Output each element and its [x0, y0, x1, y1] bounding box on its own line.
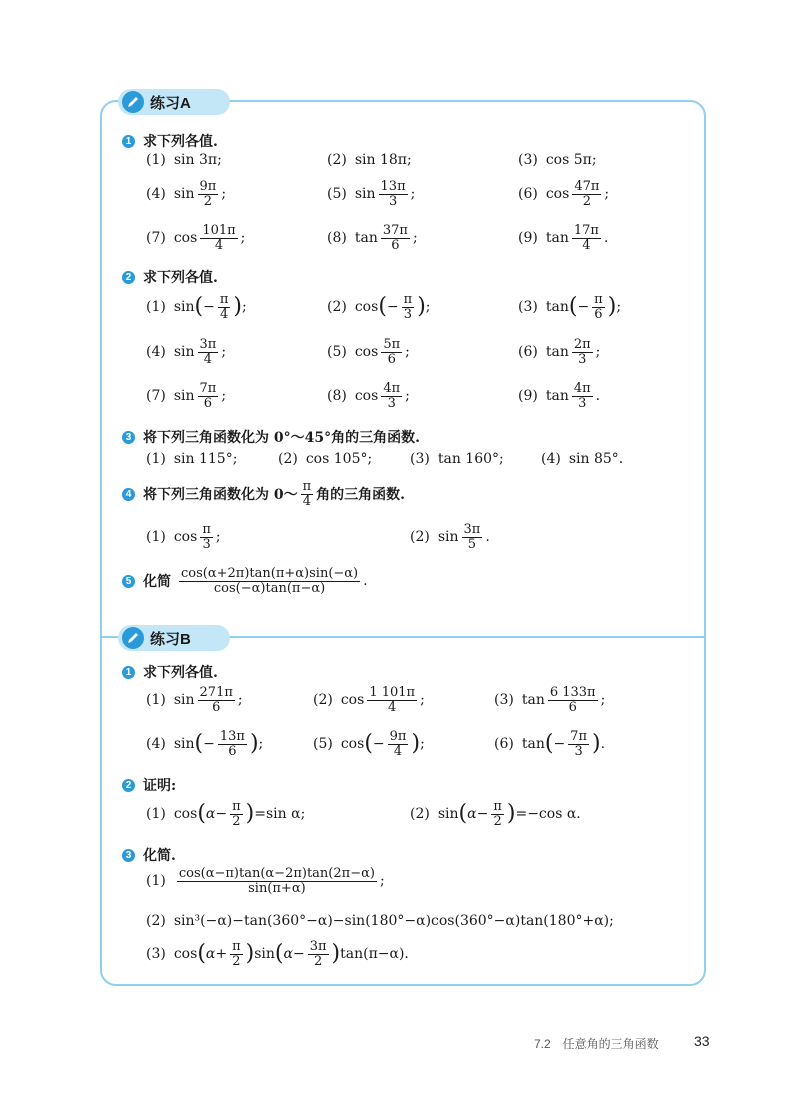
a-q2-item-2: (2) cos ( − $\frac{\pi}{3}$ ) ;	[327, 292, 431, 322]
a-q5-number: 5	[122, 575, 135, 588]
a-q1-item-1: (1) sin 3π;	[146, 152, 222, 168]
a-q1-item-7: (7) cos $\frac{101\pi}{4}$ ;	[146, 223, 246, 253]
a-q4-number: 4	[122, 488, 135, 501]
a-q4-item-1: (1) cos $\frac{\pi}{3}$ ;	[146, 522, 221, 552]
practice-a-badge	[118, 89, 230, 115]
pencil-icon	[122, 627, 144, 649]
a-q2-item-3: (3) tan ( − $\frac{\pi}{6}$ ) ;	[518, 292, 622, 322]
a-q2-item-8: (8) cos $\frac{4\pi}{3}$ ;	[327, 381, 410, 411]
a-q3-item-1: (1) sin 115°;	[146, 451, 238, 467]
b-q3-number: 3	[122, 849, 135, 862]
b-q2-item-2: (2) sin ( α − $\frac{\pi}{2}$ ) =−cos α.	[410, 799, 581, 829]
b-q2-number: 2	[122, 779, 135, 792]
a-q3-number: 3	[122, 431, 135, 444]
a-q1-item-6: (6) cos $\frac{47\pi}{2}$ ;	[518, 179, 610, 209]
a-q1-prompt: 求下列各值.	[143, 134, 218, 150]
pencil-icon	[122, 91, 144, 113]
a-q1-item-9: (9) tan $\frac{17\pi}{4}$ .	[518, 223, 609, 253]
a-q2-item-9: (9) tan $\frac{4\pi}{3}$ .	[518, 381, 601, 411]
b-q2-prompt: 证明:	[143, 778, 177, 794]
b-q3-heading	[122, 845, 176, 865]
b-q1-item-4: (4) sin ( − $\frac{13\pi}{6}$ ) ;	[146, 729, 264, 759]
a-q2-heading	[122, 267, 218, 287]
practice-b-badge	[118, 625, 230, 651]
a-q1-heading	[122, 131, 218, 151]
b-q1-prompt: 求下列各值.	[143, 665, 218, 681]
a-q3-item-4: (4) sin 85°.	[541, 451, 624, 467]
a-q3-heading	[122, 427, 420, 447]
a-q4-item-2: (2) sin $\frac{3\pi}{5}$ .	[410, 522, 490, 552]
a-q1-item-3: (3) cos 5π;	[518, 152, 597, 168]
section-footer: 7.2 任意角的三角函数	[534, 1037, 659, 1051]
a-q4-heading: 4 将下列三角函数化为 0～ $\frac{\pi}{4}$ 角的三角函数.	[122, 480, 405, 508]
b-q1-item-5: (5) cos ( − $\frac{9\pi}{4}$ ) ;	[313, 729, 425, 759]
practice-b-title: 练习B	[150, 630, 191, 648]
b-q1-item-2: (2) cos $\frac{1 101\pi}{4}$ ;	[313, 685, 425, 715]
b-q1-item-3: (3) tan $\frac{6 133\pi}{6}$ ;	[494, 685, 606, 715]
b-q1-heading	[122, 662, 218, 682]
page-number: 33	[694, 1033, 710, 1049]
b-q3-item-3: (3) cos ( α+ $\frac{\pi}{2}$ ) sin ( α− $\frac{3\pi}{2}$ ) tan(π−α).	[146, 939, 409, 969]
a-q2-item-5: (5) cos $\frac{5\pi}{6}$ ;	[327, 337, 410, 367]
b-q3-item-1: (1) $\frac{\cos(\alpha-\pi)\tan(\alpha-2\pi)\tan(2\pi-\alpha)}{\sin(\pi+\alpha)}$ ;	[146, 866, 385, 896]
a-q1-item-8: (8) tan $\frac{37\pi}{6}$ ;	[327, 223, 418, 253]
a-q2-number: 2	[122, 271, 135, 284]
b-q1-item-1: (1) sin $\frac{271\pi}{6}$ ;	[146, 685, 243, 715]
a-q2-item-6: (6) tan $\frac{2\pi}{3}$ ;	[518, 337, 601, 367]
a-q3-item-2: (2) cos 105°;	[278, 451, 373, 467]
practice-a-title: 练习A	[150, 94, 191, 112]
b-q3-prompt: 化简.	[143, 848, 176, 864]
b-q3-item-2: (2) sin³(−α)−tan(360°−α)−sin(180°−α)cos(360°−α)tan(180°+α);	[146, 913, 614, 929]
a-q2-prompt: 求下列各值.	[143, 270, 218, 286]
a-q2-item-7: (7) sin $\frac{7\pi}{6}$ ;	[146, 381, 227, 411]
b-q2-item-1: (1) cos ( α − $\frac{\pi}{2}$ ) =sin α;	[146, 799, 306, 829]
a-q5-heading: 5 化简 $\frac{\cos(\alpha+2\pi)\tan(\pi+\alpha)\sin(-\alpha)}{\cos(-\alpha)\tan(\pi-\alpha)}$ .	[122, 567, 368, 595]
a-q1-number: 1	[122, 135, 135, 148]
a-q3-item-3: (3) tan 160°;	[410, 451, 504, 467]
a-q1-item-4: (4) sin $\frac{9\pi}{2}$ ;	[146, 179, 227, 209]
a-q3-prompt: 将下列三角函数化为 0°～45°角的三角函数.	[143, 430, 420, 446]
a-q2-item-1: (1) sin ( − $\frac{\pi}{4}$ ) ;	[146, 292, 247, 322]
a-q1-item-2: (2) sin 18π;	[327, 152, 412, 168]
b-q1-number: 1	[122, 666, 135, 679]
a-q1-item-5: (5) sin $\frac{13\pi}{3}$ ;	[327, 179, 416, 209]
a-q2-item-4: (4) sin $\frac{3\pi}{4}$ ;	[146, 337, 227, 367]
b-q2-heading	[122, 775, 176, 795]
b-q1-item-6: (6) tan ( − $\frac{7\pi}{3}$ ) .	[494, 729, 606, 759]
